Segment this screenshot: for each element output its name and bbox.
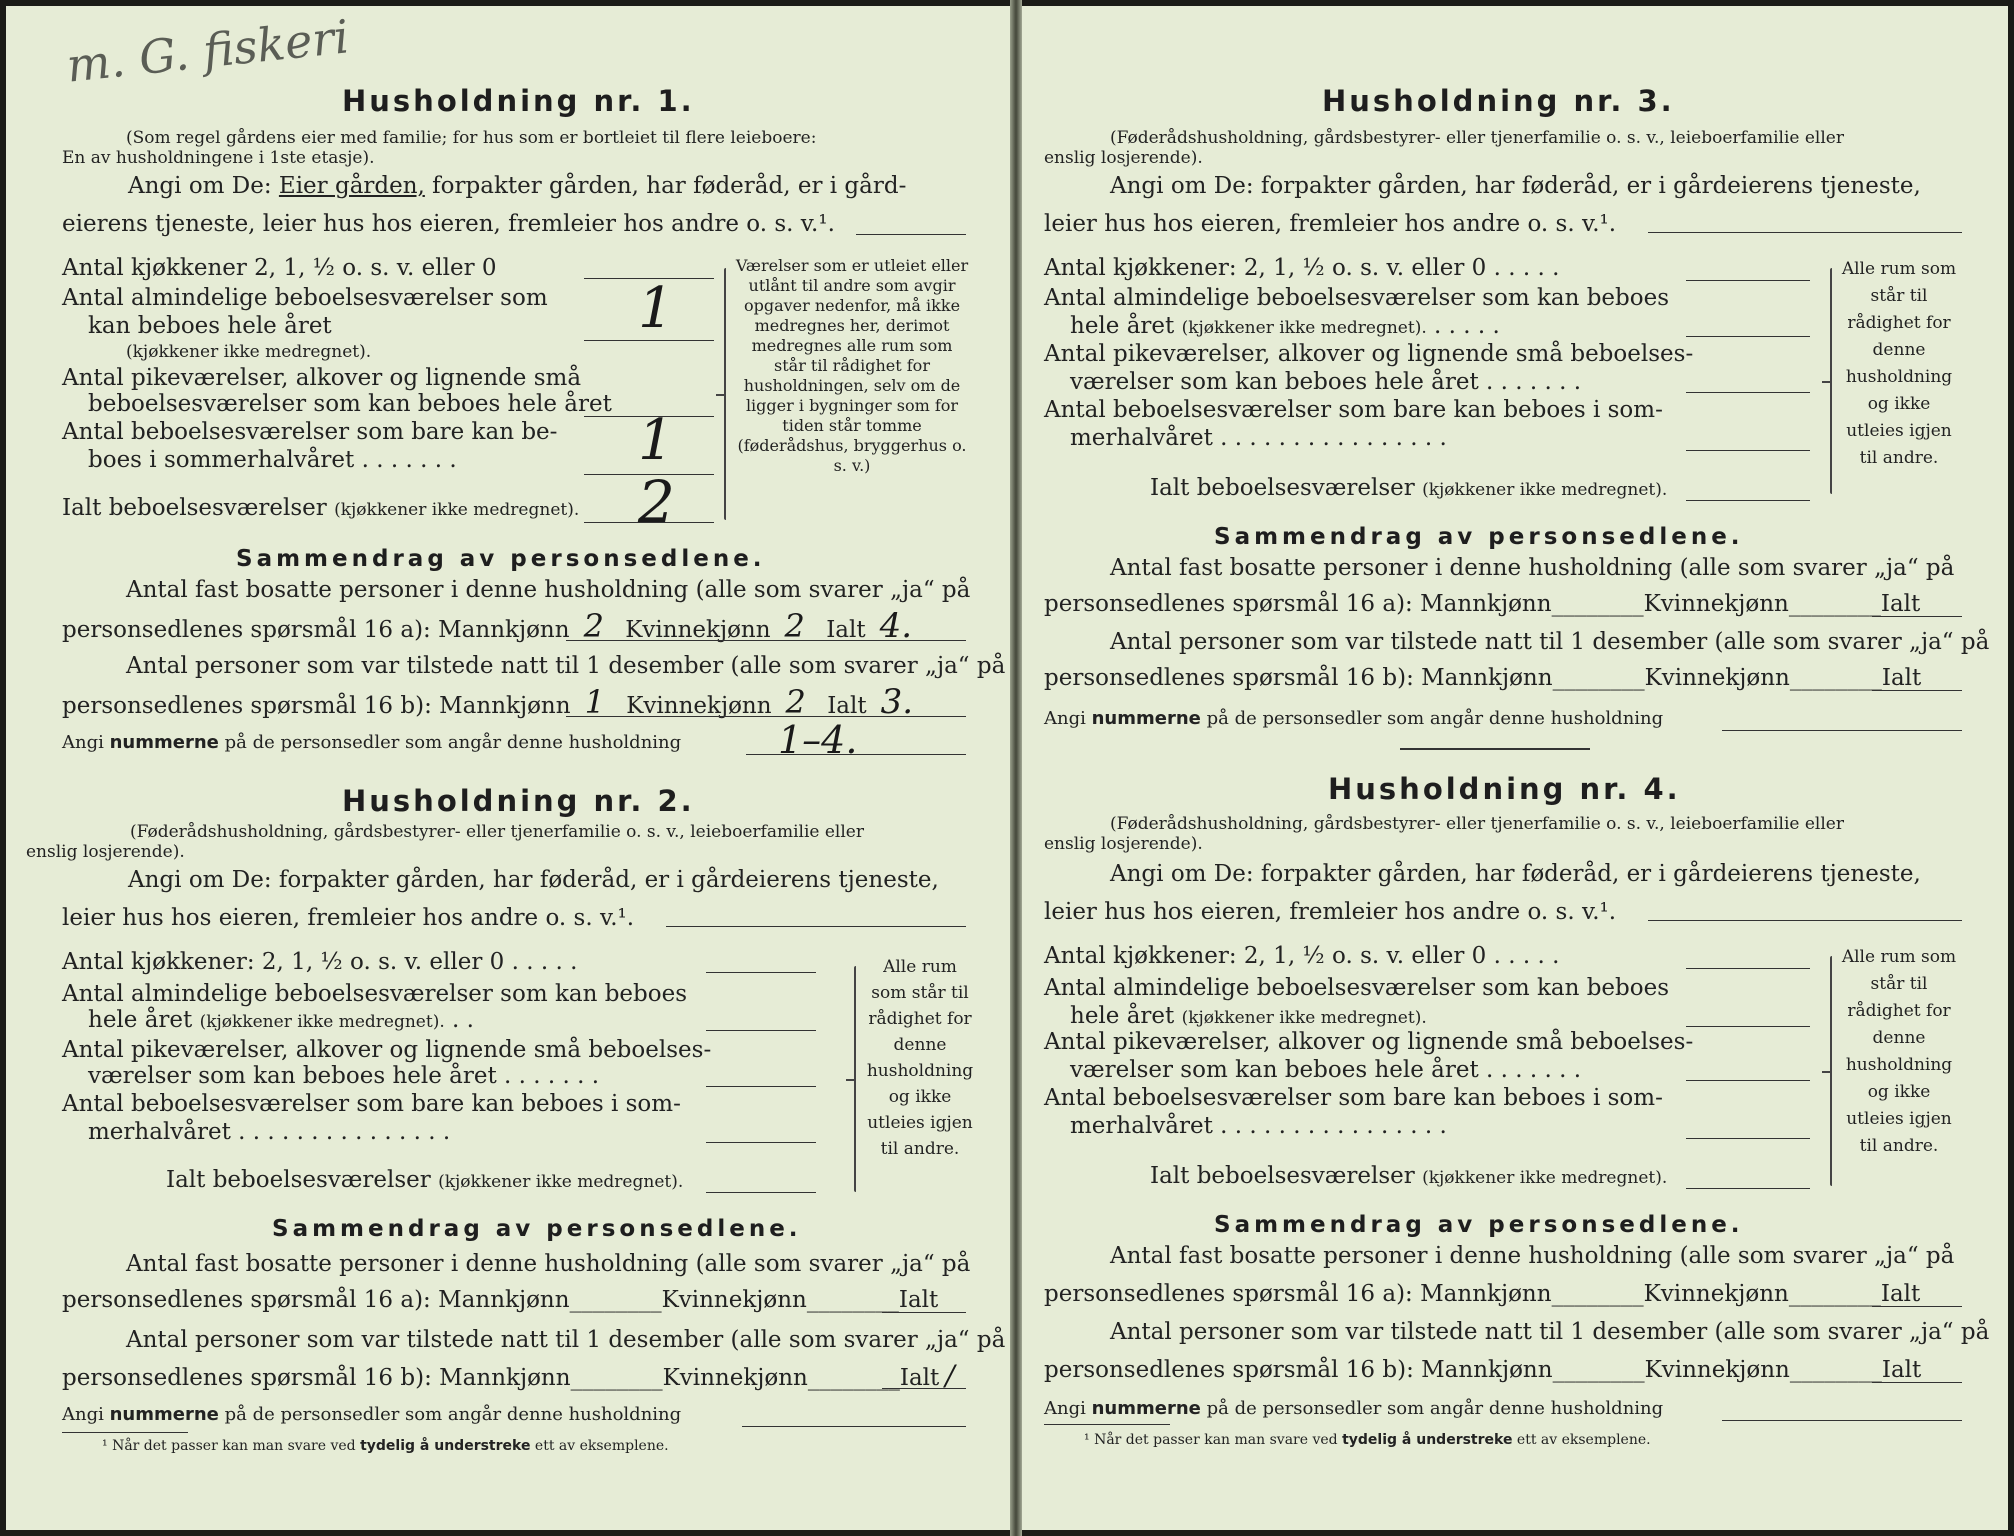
left-footnote: ¹ Når det passer kan man svare ved tydelig å understreke ett av eksemplene. (102, 1438, 669, 1454)
h2-angi-line2: leier hus hos eieren, fremleier hos andre o. s. v.¹. (62, 905, 635, 931)
h2-sommer-line1: Antal beboelsesværelser som bare kan beboes i som- (62, 1091, 681, 1117)
h1-tilstede-line2: personsedlenes spørsmål 16 b): Mannkjønn 1 Kvinnekjønn 2 Ialt 3. (62, 688, 927, 720)
h3-fast-line2: personsedlenes spørsmål 16 a): Mannkjønn________Kvinnekjønn________Ialt (1044, 591, 1921, 617)
h4-sommer-line1: Antal beboelsesværelser som bare kan beboes i som- (1044, 1085, 1663, 1111)
h4-alm-line2: hele året (kjøkkener ikke medregnet). (1070, 1003, 1427, 1029)
h2-pike-line1: Antal pikeværelser, alkover og lignende små beboelses- (62, 1037, 712, 1063)
h3-title: Husholdning nr. 3. (1322, 84, 1675, 118)
h3-angi-line2: leier hus hos eieren, fremleier hos andre o. s. v.¹. (1044, 211, 1617, 237)
h4-sommer-line2: merhalvåret . . . . . . . . . . . . . . . . (1070, 1113, 1447, 1139)
h4-kjokkener: Antal kjøkkener: 2, 1, ½ o. s. v. eller 0 . . . . . (1044, 943, 1560, 969)
h1-alm-note: (kjøkkener ikke medregnet). (126, 342, 372, 362)
h1-brace-note: Værelser som er utleiet eller utlånt til andre som avgir opgaver nedenfor, må ikke medregnes her, derimot medregnes alle rum som står til rådighet for husholdningen, selv om de ligger i bygninger som for tiden står tomme (føderådshus, bryggerhus o. s. v.) (735, 256, 969, 475)
h1-intro-line2: En av husholdningene i 1ste etasje). (62, 148, 375, 168)
h4-angi-line1: Angi om De: forpakter gården, har føderåd, er i gårdeierens tjeneste, (1110, 861, 1921, 887)
h4-title: Husholdning nr. 4. (1328, 772, 1681, 806)
h4-brace-note: Alle rum som står til rådighet for denne husholdning og ikke utleies igjen til andre. (1841, 947, 1957, 1156)
h2-angi-line1: Angi om De: forpakter gården, har føderåd, er i gårdeierens tjeneste, (128, 867, 939, 893)
h1-fast-kvinne-value: 2 (784, 607, 805, 645)
page-gutter (1010, 0, 1022, 1536)
h4-tilstede-line1: Antal personer som var tilstede natt til 1 desember (alle som svarer „ja“ på (1110, 1319, 1990, 1345)
h2-title: Husholdning nr. 2. (342, 784, 695, 818)
h1-pike-line1: Antal pikeværelser, alkover og lignende små (62, 365, 582, 391)
h1-sommer-line2: boes i sommerhalvåret . . . . . . . (88, 447, 457, 473)
h3-sommer-line1: Antal beboelsesværelser som bare kan beboes i som- (1044, 397, 1663, 423)
h1-pike-line2: beboelsesværelser som kan beboes hele året (88, 391, 612, 417)
h2-nummer-row: Angi nummerne på de personsedler som angår denne husholdning (62, 1404, 682, 1425)
h3-pike-line2: værelser som kan beboes hele året . . . . . . . (1070, 369, 1582, 395)
h3-tilstede-line1: Antal personer som var tilstede natt til 1 desember (alle som svarer „ja“ på (1110, 629, 1990, 655)
h1-alm-value: 1 (638, 276, 674, 341)
h4-fast-line2: personsedlenes spørsmål 16 a): Mannkjønn________Kvinnekjønn________Ialt (1044, 1281, 1921, 1307)
h4-pike-line1: Antal pikeværelser, alkover og lignende små beboelses- (1044, 1029, 1694, 1055)
h2-kjokkener: Antal kjøkkener: 2, 1, ½ o. s. v. eller 0 . . . . . (62, 949, 578, 975)
h2-tilstede-line2: personsedlenes spørsmål 16 b): Mannkjønn________Kvinnekjønn________Ialt / (62, 1359, 955, 1392)
h1-nummer-row: Angi nummerne på de personsedler som angår denne husholdning (62, 732, 682, 753)
h1-fast-line2: personsedlenes spørsmål 16 a): Mannkjønn 2 Kvinnekjønn 2 Ialt 4. (62, 612, 926, 644)
h1-tilstede-ialt-value: 3. (880, 682, 914, 722)
h2-tilstede-line1: Antal personer som var tilstede natt til 1 desember (alle som svarer „ja“ på (126, 1327, 1006, 1353)
h1-fast-mann-value: 2 (583, 607, 604, 645)
h2-pike-line2: værelser som kan beboes hele året . . . . . . . (88, 1063, 600, 1089)
h3-sammendrag-title: Sammendrag av personsedlene. (1214, 524, 1744, 550)
h1-title: Husholdning nr. 1. (342, 84, 695, 118)
h2-fast-line1: Antal fast bosatte personer i denne husholdning (alle som svarer „ja“ på (126, 1251, 971, 1277)
h2-tilstede-ialt-mark: / (945, 1359, 955, 1392)
h2-ialt-row: Ialt beboelsesværelser (kjøkkener ikke medregnet). (166, 1167, 684, 1193)
h1-ialt-value: 2 (638, 468, 675, 536)
h4-intro-line2: enslig losjerende). (1044, 834, 1203, 854)
h1-angi-rest: forpakter gården, har føderåd, er i gård- (432, 173, 907, 199)
h1-tilstede-kvinne-value: 2 (785, 683, 806, 721)
h2-intro-line1: (Føderådshusholdning, gårdsbestyrer- eller tjenerfamilie o. s. v., leieboerfamilie eller (130, 822, 864, 842)
h3-alm-line2: hele året (kjøkkener ikke medregnet). . . . . . (1070, 313, 1500, 339)
h3-alm-line1: Antal almindelige beboelsesværelser som kan beboes (1044, 285, 1670, 311)
h2-alm-line1: Antal almindelige beboelsesværelser som kan beboes (62, 981, 688, 1007)
h1-fast-ialt-value: 4. (879, 606, 913, 646)
h3-sommer-line2: merhalvåret . . . . . . . . . . . . . . . . (1070, 425, 1447, 451)
h4-fast-line1: Antal fast bosatte personer i denne husholdning (alle som svarer „ja“ på (1110, 1243, 1955, 1269)
h1-nummer-value: 1–4. (778, 718, 858, 762)
h3-angi-line1: Angi om De: forpakter gården, har føderåd, er i gårdeierens tjeneste, (1110, 173, 1921, 199)
h4-sammendrag-title: Sammendrag av personsedlene. (1214, 1212, 1744, 1238)
h3-nummer-row: Angi nummerne på de personsedler som angår denne husholdning (1044, 708, 1664, 729)
h3-intro-line1: (Føderådshusholdning, gårdsbestyrer- eller tjenerfamilie o. s. v., leieboerfamilie eller (1110, 128, 1844, 148)
h1-alm-line2: kan beboes hele året (88, 313, 332, 339)
h1-angi-lead: Angi om De: (128, 173, 272, 199)
h1-ialt-row: Ialt beboelsesværelser (kjøkkener ikke medregnet). (62, 495, 580, 521)
h1-fast-line1: Antal fast bosatte personer i denne husholdning (alle som svarer „ja“ på (126, 577, 971, 603)
h3-pike-line1: Antal pikeværelser, alkover og lignende små beboelses- (1044, 341, 1694, 367)
h2-fast-line2: personsedlenes spørsmål 16 a): Mannkjønn________Kvinnekjønn________Ialt (62, 1287, 939, 1313)
h3-intro-line2: enslig losjerende). (1044, 148, 1203, 168)
h1-angi-line1 (128, 172, 906, 200)
h4-tilstede-line2: personsedlenes spørsmål 16 b): Mannkjønn________Kvinnekjønn________Ialt (1044, 1357, 1922, 1383)
left-page (6, 6, 1010, 1530)
h1-tilstede-line1: Antal personer som var tilstede natt til 1 desember (alle som svarer „ja“ på (126, 653, 1006, 679)
h3-tilstede-line2: personsedlenes spørsmål 16 b): Mannkjønn________Kvinnekjønn________Ialt (1044, 665, 1922, 691)
h4-nummer-row: Angi nummerne på de personsedler som angår denne husholdning (1044, 1398, 1664, 1419)
h3-fast-line1: Antal fast bosatte personer i denne husholdning (alle som svarer „ja“ på (1110, 555, 1955, 581)
h2-sammendrag-title: Sammendrag av personsedlene. (272, 1216, 802, 1242)
h1-sommer-line1: Antal beboelsesværelser som bare kan be- (62, 419, 558, 445)
right-page (1022, 6, 2008, 1530)
h3-ialt-row: Ialt beboelsesværelser (kjøkkener ikke medregnet). (1150, 475, 1668, 501)
handwritten-annotation: m. G. fiskeri (63, 9, 352, 93)
h3-kjokkener: Antal kjøkkener: 2, 1, ½ o. s. v. eller 0 . . . . . (1044, 255, 1560, 281)
h3-brace-note: Alle rum som står til rådighet for denne husholdning og ikke utleies igjen til andre. (1841, 259, 1957, 468)
h2-brace-note: Alle rum som står til rådighet for denne husholdning og ikke utleies igjen til andre. (866, 957, 974, 1159)
h4-pike-line2: værelser som kan beboes hele året . . . . . . . (1070, 1057, 1582, 1083)
h1-alm-line1: Antal almindelige beboelsesværelser som (62, 285, 548, 311)
h2-intro-line2: enslig losjerende). (26, 842, 185, 862)
h1-tilstede-mann-value: 1 (584, 683, 605, 721)
h4-intro-line1: (Føderådshusholdning, gårdsbestyrer- eller tjenerfamilie o. s. v., leieboerfamilie eller (1110, 814, 1844, 834)
h1-intro-line1: (Som regel gårdens eier med familie; for hus som er bortleiet til flere leieboere: (126, 128, 817, 148)
h4-alm-line1: Antal almindelige beboelsesværelser som kan beboes (1044, 975, 1670, 1001)
h1-sommer-value: 1 (638, 408, 674, 473)
h2-alm-line2: hele året (kjøkkener ikke medregnet). . . (88, 1007, 474, 1033)
h1-kjokkener: Antal kjøkkener 2, 1, ½ o. s. v. eller 0 (62, 255, 497, 281)
h1-sammendrag-title: Sammendrag av personsedlene. (236, 546, 766, 572)
h1-angi-line2: eierens tjeneste, leier hus hos eieren, fremleier hos andre o. s. v.¹. (62, 211, 835, 237)
h1-angi-answer: Eier gården, (278, 173, 425, 199)
h4-ialt-row: Ialt beboelsesværelser (kjøkkener ikke medregnet). (1150, 1163, 1668, 1189)
h4-angi-line2: leier hus hos eieren, fremleier hos andre o. s. v.¹. (1044, 899, 1617, 925)
right-footnote: ¹ Når det passer kan man svare ved tydelig å understreke ett av eksemplene. (1084, 1432, 1651, 1448)
h2-sommer-line2: merhalvåret . . . . . . . . . . . . . . . (88, 1119, 451, 1145)
